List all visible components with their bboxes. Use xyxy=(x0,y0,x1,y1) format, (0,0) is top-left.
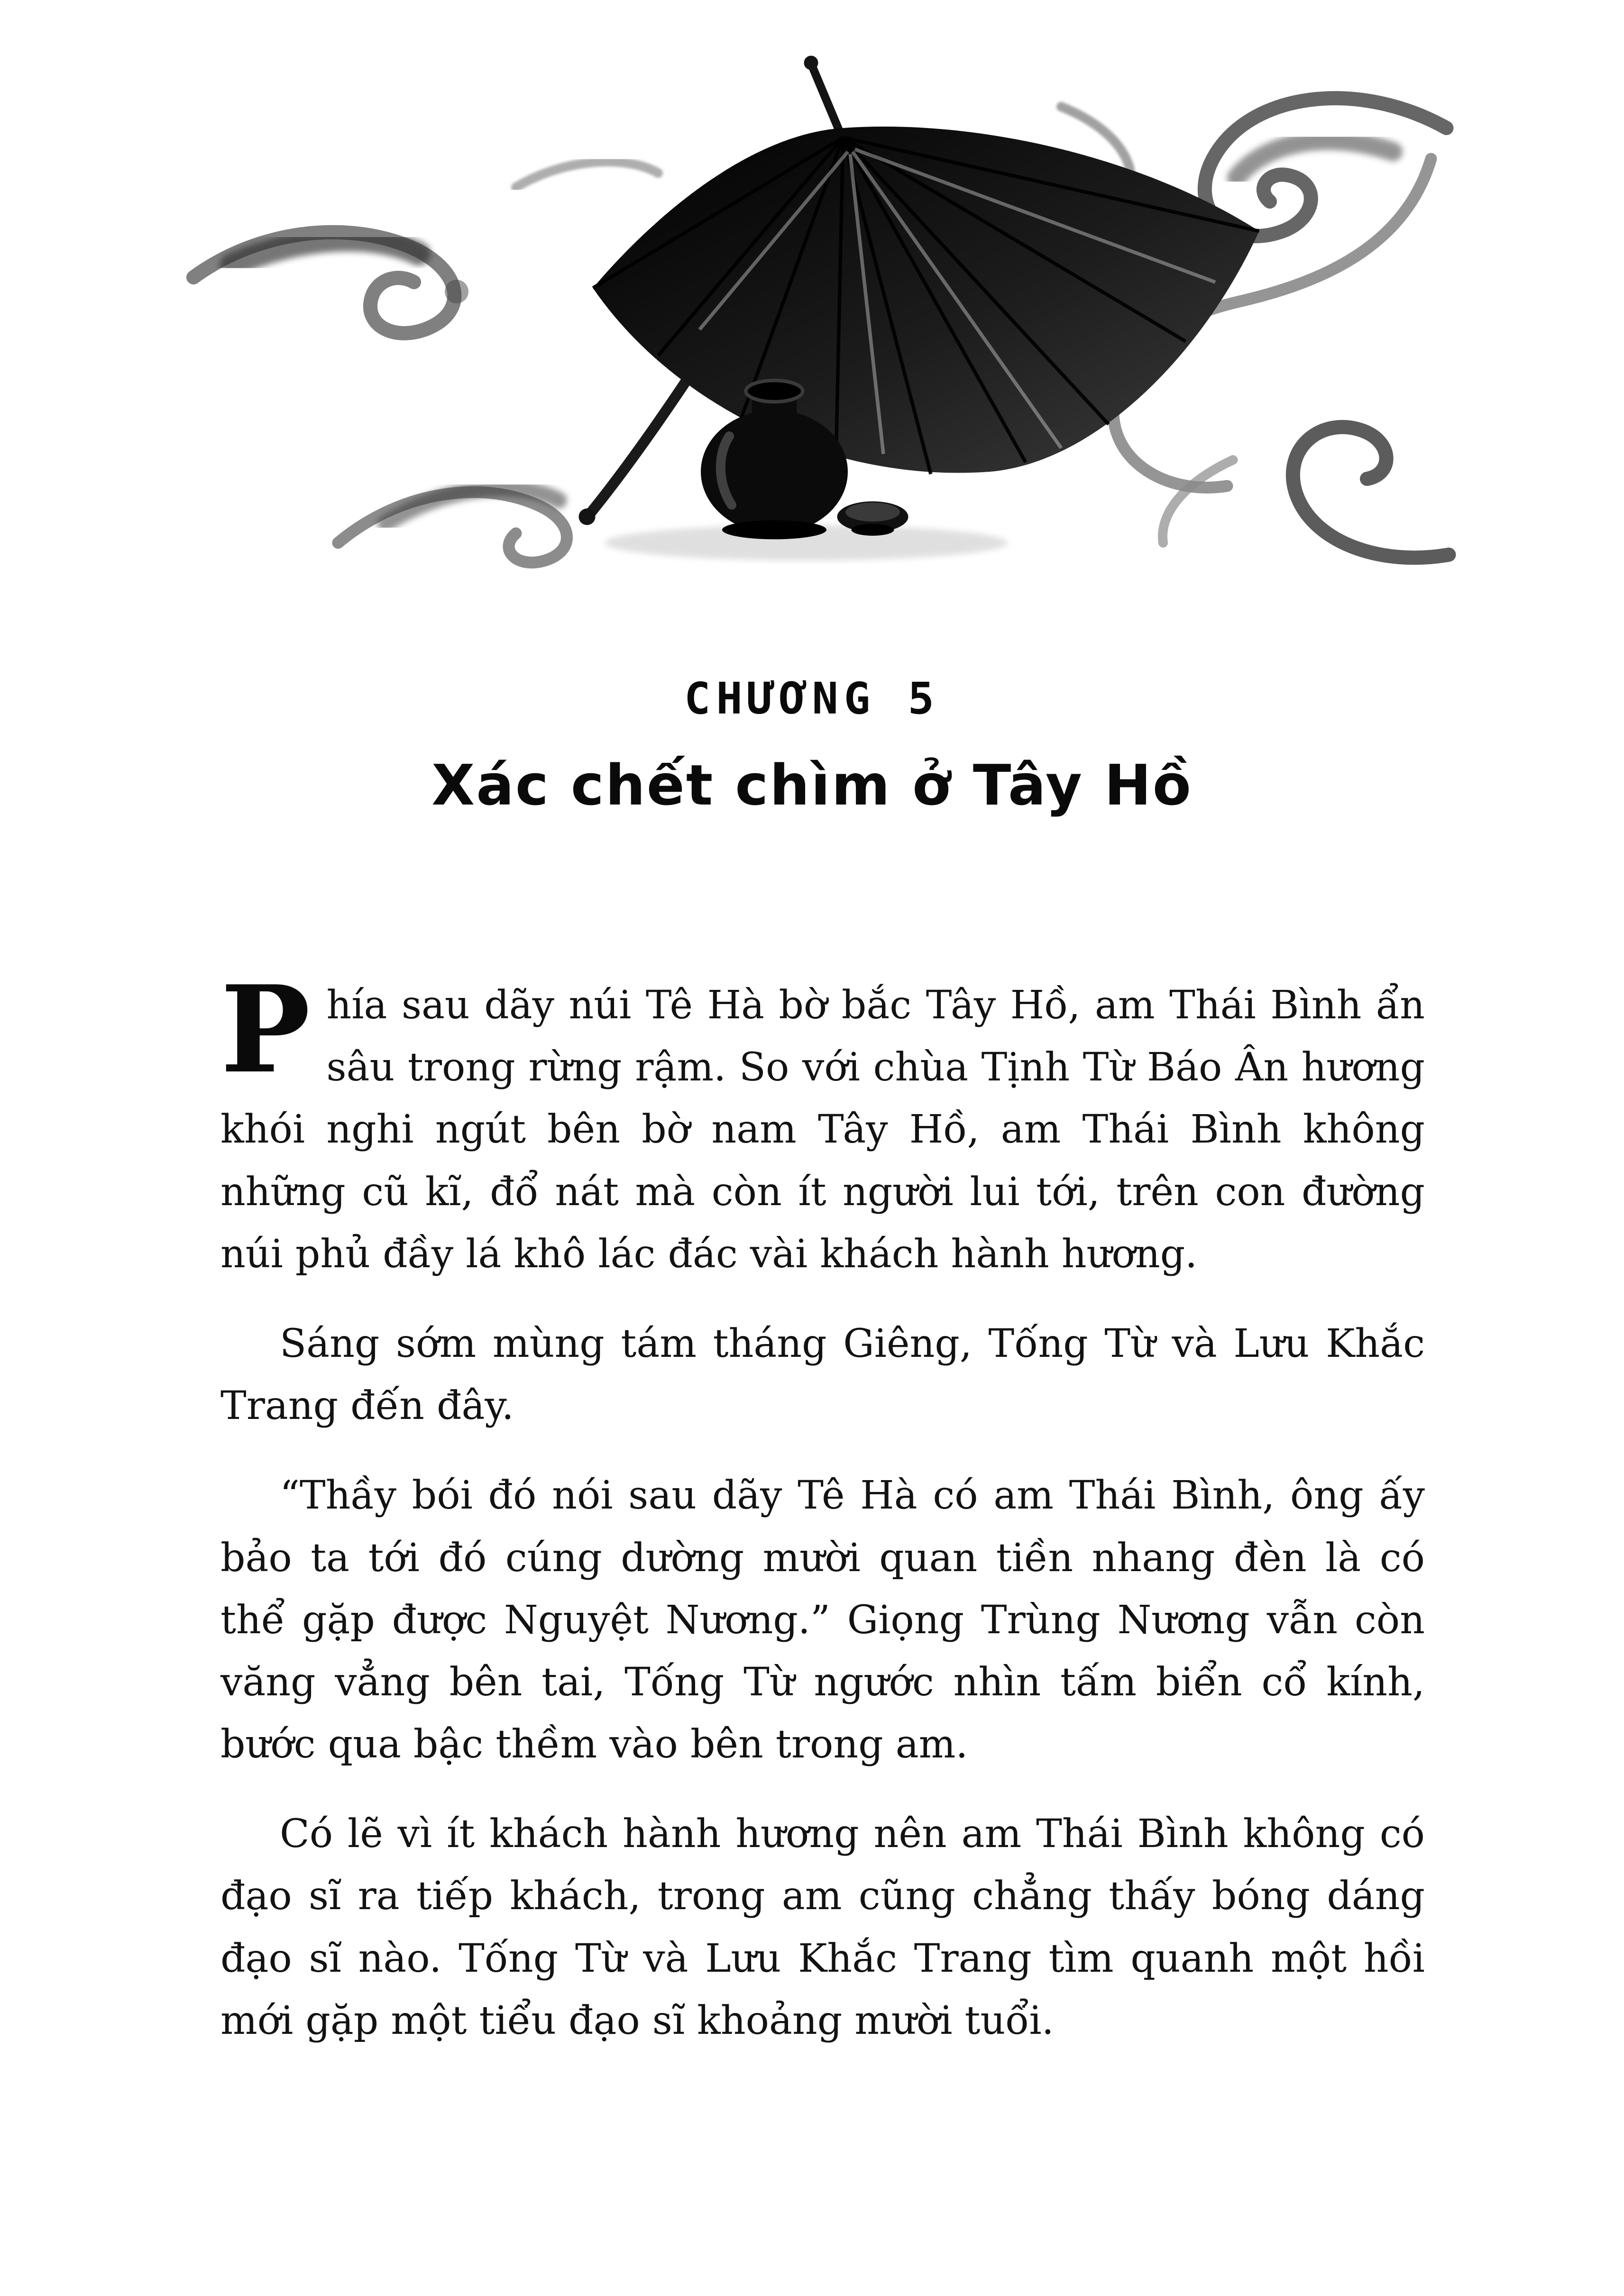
dropcap: P xyxy=(220,960,311,1100)
chapter-title: Xác chết chìm ở Tây Hồ xyxy=(431,752,1193,818)
paragraph-1 xyxy=(220,960,1425,1285)
paragraph-4: Có lẽ vì ít khách hành hương nên am Thái Bình không có đạo sĩ ra tiếp khách, trong am cũng chẳng thấy bóng dáng đạo sĩ nào. Tống Từ và Lưu Khắc Trang tìm quanh một hồi mới gặp một tiểu đạo sĩ khoảng mười tuổi. xyxy=(220,1811,1425,2043)
chapter-kicker: CHƯƠNG 5 xyxy=(684,673,940,724)
body-text xyxy=(0,960,1624,2052)
umbrella-canopy xyxy=(593,127,1259,473)
paragraph-1-text: hía sau dãy núi Tê Hà bờ bắc Tây Hồ, am Thái Bình ẩn sâu trong rừng rậm. So với chùa Tịnh Từ Báo Ân hương khói nghi ngút bên bờ nam Tây Hồ, am Thái Bình không những cũ kĩ, đổ nát mà còn ít người lui tới, trên con đường núi phủ đầy lá khô lác đác vài khách hành hương. xyxy=(220,983,1425,1277)
paragraph-2: Sáng sớm mùng tám tháng Giêng, Tống Từ và Lưu Khắc Trang đến đây. xyxy=(220,1321,1425,1429)
paragraph-3: “Thầy bói đó nói sau dãy Tê Hà có am Thái Bình, ông ấy bảo ta tới đó cúng dường mười quan tiền nhang đèn là có thể gặp được Nguyệt Nương.” Giọng Trùng Nương vẫn còn văng vẳng bên tai, Tống Từ ngước nhìn tấm biển cổ kính, bước qua bậc thềm vào bên trong am. xyxy=(220,1473,1425,1767)
umbrella xyxy=(578,56,1259,525)
ink-smoke-left xyxy=(193,162,658,563)
ink-illustration xyxy=(160,45,1464,602)
